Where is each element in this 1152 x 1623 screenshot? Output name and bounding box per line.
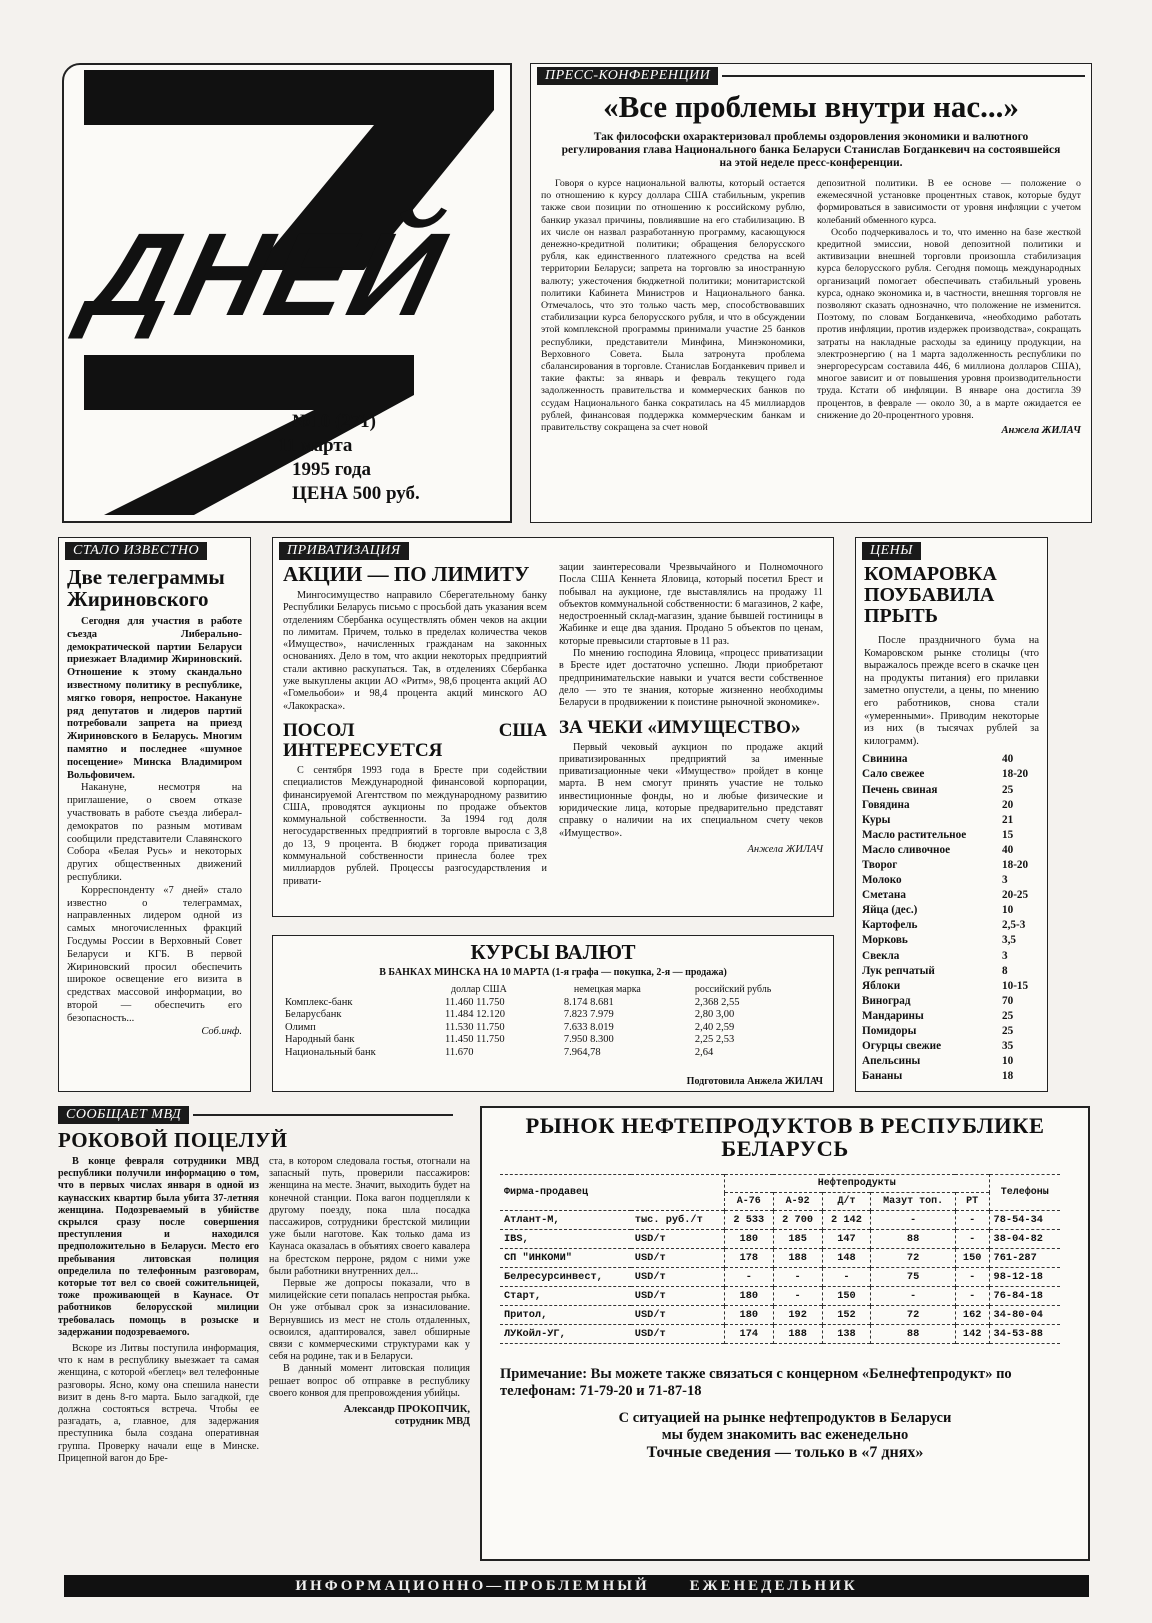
price-item-value: 3 [1002, 949, 1008, 962]
price-item-value: 10 [1002, 1055, 1014, 1068]
oil-promo2: мы будем знакомить вас еженедельно [661, 1427, 909, 1443]
oil-cell-phone: 78-54-34 [989, 1211, 1060, 1230]
oil-cell-value: 72 [871, 1249, 955, 1268]
price-item-value: 15 [1002, 828, 1014, 841]
oil-cell-phone: 34-80-04 [989, 1306, 1060, 1325]
oil-cell-value: - [822, 1268, 871, 1287]
priv-h1: АКЦИИ — ПО ЛИМИТУ [283, 562, 530, 586]
priv-t1: Мингосимущество направило Сберегательному банку Республики Беларусь письмо с просьбой дать указания всем отделениям Сбербанка осуществлять обмен чеков на акции по лимитам. Причем, только в пределах количества чеков «Имущество», начисленных гражданам на законных основаниях. Дело в том, что акции некоторых предприятий стали активно раскупаться. Так, в отделениях Сбербанка уже выкуплены акции АО «Ритм», 98,6 процента акций АО «Гомельобои» и 98,4 процента акций минского АО «Лакокраска». [283, 590, 547, 712]
price-item-name: Куры [862, 813, 891, 826]
oil-cell-value: - [871, 1211, 955, 1230]
known-author: Соб.инф. [201, 1025, 242, 1037]
known-headline: Две телеграммы Жириновского [67, 565, 225, 611]
rates-cell-dem: 7.964,78 [563, 1046, 601, 1058]
oil-cell-value: - [955, 1230, 989, 1249]
rates-title: КУРСЫ ВАЛЮТ [470, 940, 636, 964]
oil-cell-value: 162 [955, 1306, 989, 1325]
rates-header-dem: немецкая марка [573, 984, 641, 995]
oil-cell-value: 178 [724, 1249, 773, 1268]
press-headline: «Все проблемы внутри нас...» [603, 89, 1019, 124]
priv-h2: ПОСОЛ США ИНТЕРЕСУЕТСЯ [283, 719, 547, 761]
logo-word: ДНЕЙ [75, 209, 459, 341]
rates-cell-dem: 7.950 8.300 [563, 1034, 614, 1045]
priv-article [272, 537, 834, 917]
price-item-name: Говядина [862, 798, 910, 811]
oil-col-group: Нефтепродукты [724, 1175, 989, 1193]
mvd-p5: В данный момент литовская полиция решает вопрос об отправке в республику своего конвоя для препровождения убийцы. [269, 1363, 470, 1399]
price-item [862, 903, 1041, 918]
press-lead: Так философски охарактеризовал проблемы оздоровления экономики и валютного регулирования глава Национального банка Беларуси Станислав Богданкевич на состоявшейся на этой неделе пресс-конференции. [561, 131, 1061, 169]
price-item [862, 964, 1041, 979]
oil-cell-value: 147 [822, 1230, 871, 1249]
oil-row [500, 1211, 1060, 1230]
press-col2a: депозитной политики. В ее основе — положение о ежемесячной установке процентных ставок, которые будут формироваться в зависимости от уровня инфляции с учетом колебаний обменного курса. [817, 178, 1081, 226]
price-item-value: 20 [1002, 798, 1014, 811]
rates-cell-usd: 11.530 11.750 [445, 1021, 505, 1033]
oil-cell-value: - [955, 1287, 989, 1306]
prices-rubric: ЦЕНЫ [862, 542, 921, 560]
price-item-value: 40 [1002, 753, 1014, 766]
price-item [862, 979, 1041, 994]
priv-t4: По мнению господина Яловица, «процесс приватизации в Бресте идет достаточно успешно. Люди приобретают предпринимательские навыки и учатся вести собственное дело — это те знания, которые жизненно необходимы Беларуси в продвижении к поистине рыночной экономике». [559, 648, 823, 709]
price-item [862, 828, 1041, 843]
oil-title: РЫНОК НЕФТЕПРОДУКТОВ В РЕСПУБЛИКЕ БЕЛАРУСЬ [525, 1113, 1045, 1161]
press-author: Анжела ЖИЛАЧ [1001, 425, 1081, 437]
rates-table [283, 984, 823, 1059]
oil-cell-unit: USD/т [634, 1328, 666, 1340]
price-item [862, 1009, 1041, 1024]
price-item [862, 888, 1041, 903]
oil-col-phone: Телефоны [989, 1175, 1060, 1211]
rates-cell-dem: 7.633 8.019 [563, 1021, 614, 1033]
priv-t5: Первый чековый аукцион по продаже акций приватизированных предприятий за именные приватизационные чеки «Имущество» пройдет в конце марта. В нем смогут принять участие не только инвестиционные фонды, но и любые физические и юридические лица, которые предварительно представят справку о наличии на их специальном счету чеков «Имущество». [559, 741, 823, 839]
press-col2b: Особо подчеркивалось и то, что именно на базе жесткой кредитной эмиссии, новой депозитной политики и активизации внешней торговли произошла стабилизация курса белорусского рубля. Сегодня помощь международных организаций помогает обеспечивать стабильный уровень курса, однако экономика и, в частности, внешняя торговля не позволяют сказать однозначно, что положение не изменится. Поэтому, по словам Богданкевича, «необходимо работать против инфляции, против издержек производства», сокращать затраты на накладные расходы за единицу продукции, на электроэнергию ( на 1 марта задолженность республики по энергоресурсам составила 446, 6 миллиона долларов США), многое зависит и от повышения уровня производительности труда. Кстати об инфляции. В январе она достигла 39 процентов, в феврале — около 30, а в марте ожидается ее снижение до 20-процентного уровня. [817, 226, 1081, 421]
price-item-name: Виноград [862, 994, 911, 1007]
price-item [862, 767, 1041, 782]
issue-price: ЦЕНА 500 руб. [292, 483, 420, 504]
price-item-value: 10-15 [1002, 979, 1029, 992]
price-item [862, 858, 1041, 873]
rates-cell-rub: 2,80 3,00 [694, 1009, 735, 1020]
rates-header-usd: доллар США [451, 984, 507, 995]
oil-cell-phone: 34-53-88 [989, 1325, 1060, 1344]
oil-cell-value: 150 [955, 1249, 989, 1268]
mvd-p4: Первые же допросы показали, что в милицейские сети попалась непростая рыбка. Он уже отбывал срок за изнасилование. Вернувшись из мест не столь отдаленных, освоился, адаптировался, завел обширные связи с коммерческими структурами как у себя на родине, так и в Беларуси. [269, 1278, 470, 1363]
oil-row [500, 1325, 1060, 1344]
rates-cell-dem: 7.823 7.979 [563, 1009, 614, 1020]
prices-text: После праздничного бума на Комаровском рынке столицы (что выражалось прежде всего в скачке цен на продукты питания) его прилавки заметно опустели, а цены, по мнению его работников, снова стали «умеренными». Приводим некоторые из них (в тысячах рублей за килограмм). [864, 635, 1039, 747]
price-item-name: Огурцы свежие [862, 1040, 942, 1053]
rates-cell-usd: 11.450 11.750 [445, 1034, 505, 1045]
oil-cell-value: - [955, 1211, 989, 1230]
oil-cell-unit: USD/т [634, 1271, 666, 1283]
rates-cell-bank: Комплекс-банк [285, 996, 353, 1008]
rates-row [283, 1047, 823, 1060]
price-item-value: 2,5-3 [1002, 919, 1026, 932]
price-item [862, 949, 1041, 964]
oil-cell-value: - [955, 1268, 989, 1287]
price-item-name: Творог [862, 859, 898, 871]
oil-cell-firm: Атлант-М, [504, 1214, 560, 1226]
known-rubric: СТАЛО ИЗВЕСТНО [65, 542, 207, 560]
oil-promo3: Точные сведения — только в «7 днях» [646, 1444, 924, 1461]
price-item-value: 3 [1002, 874, 1008, 887]
price-item-value: 25 [1002, 1025, 1014, 1038]
price-item [862, 843, 1041, 858]
prices-headline: КОМАРОВКА ПОУБАВИЛА ПРЫТЬ [864, 563, 997, 627]
price-item-name: Масло сливочное [862, 843, 951, 856]
rates-cell-dem: 8.174 8.681 [563, 996, 614, 1008]
oil-cell-firm: IBS, [504, 1233, 529, 1245]
issue-info [278, 410, 420, 506]
mvd-p2: Вскоре из Литвы поступила информация, что к нам в республику выезжает та самая женщина, с которой «беглец» вел телефонные разговоры. Ясно, кому она спешила нанести визит в день 8-го марта. Было загадкой, где должна состояться встреча. Чтобы ее разгадать, а, главное, для задержания преступника была создана оперативная группа. Проверку начали еще в Минске. Прицепной вагон до Бре- [58, 1343, 259, 1464]
oil-subcol: Д/т [822, 1193, 871, 1211]
rates-row [283, 997, 823, 1010]
rates-row [283, 1034, 823, 1047]
rates-cell-rub: 2,25 2,53 [694, 1034, 735, 1045]
rates-cell-usd: 11.460 11.750 [445, 996, 505, 1008]
oil-cell-unit: USD/т [634, 1233, 666, 1245]
oil-cell-value: 2 142 [822, 1211, 871, 1230]
oil-row [500, 1306, 1060, 1325]
rates-cell-bank: Олимп [285, 1021, 316, 1033]
oil-cell-value: 2 700 [773, 1211, 822, 1230]
oil-cell-unit: тыс. руб./т [634, 1214, 703, 1226]
price-item-name: Лук репчатый [862, 964, 935, 977]
price-item-name: Масло растительное [862, 828, 967, 841]
mvd-article [58, 1106, 470, 1561]
oil-cell-unit: USD/т [634, 1252, 666, 1264]
oil-cell-firm: СП "ИНКОМИ" [504, 1252, 572, 1264]
price-item-value: 10 [1002, 904, 1014, 917]
oil-cell-firm: Белресурсинвест, [504, 1271, 603, 1283]
price-item-value: 35 [1002, 1040, 1014, 1053]
rates-cell-usd: 11.670 [445, 1046, 474, 1058]
oil-table [500, 1174, 1060, 1344]
known-lead: Сегодня для участия в работе съезда Либерально-демократической партии Беларуси приезжает Владимир Жириновский. Отношение к этому скандально известному политику в республике, мягко говоря, непростое. Накануне ряд депутатов и лидеров партий потребовали запрета на приезд Жириновского в Беларусь. Многим памятно и последнее «шумное посещение» Минска Владимиром Вольфовичем. [67, 616, 242, 781]
mvd-headline: РОКОВОЙ ПОЦЕЛУЙ [58, 1128, 288, 1152]
press-rubric: ПРЕСС-КОНФЕРЕНЦИИ [537, 67, 718, 85]
oil-cell-value: - [871, 1287, 955, 1306]
price-item [862, 994, 1041, 1009]
price-item-name: Печень свиная [862, 783, 938, 796]
oil-box [480, 1106, 1090, 1561]
oil-subcol: А-92 [773, 1193, 822, 1211]
price-item-name: Свинина [862, 753, 908, 766]
rates-cell-rub: 2,64 [694, 1046, 714, 1058]
oil-promo1: С ситуацией на рынке нефтепродуктов в Беларуси [618, 1410, 952, 1426]
price-item [862, 1039, 1041, 1054]
oil-subcol: РТ [955, 1193, 989, 1211]
rates-row [283, 1009, 823, 1022]
oil-cell-firm: Притол, [504, 1309, 548, 1321]
rates-box [272, 935, 834, 1092]
price-item-value: 40 [1002, 843, 1014, 856]
price-item-value: 8 [1002, 964, 1008, 977]
oil-cell-value: 152 [822, 1306, 871, 1325]
rates-author: Подготовила Анжела ЖИЛАЧ [686, 1076, 823, 1087]
price-item-name: Молоко [862, 874, 902, 887]
issue-number: №10 (271) [292, 411, 376, 432]
oil-cell-phone: 98-12-18 [989, 1268, 1060, 1287]
price-item-value: 21 [1002, 813, 1014, 826]
priv-t3: зации заинтересовали Чрезвычайного и Полномочного Посла США Кеннета Яловица, который посетил Брест и побывал на аукционе, где выставлялись на продажу 11 объектов коммунальной собственности: 6 магазинов, 2 кафе, недостроенный склад-магазин, здание бывшей гостиницы в Жабинке и еще два здания. Продано 5 объектов по ценам, которые превысили стартовые в 11 раз. [559, 562, 823, 647]
rates-subtitle: В БАНКАХ МИНСКА НА 10 МАРТА (1-я графа — покупка, 2-я — продажа) [379, 967, 727, 978]
issue-year: 1995 года [292, 459, 371, 480]
footer-bar [64, 1575, 1089, 1597]
oil-cell-phone: 761-287 [989, 1249, 1060, 1268]
oil-row [500, 1249, 1060, 1268]
price-item [862, 1024, 1041, 1039]
oil-cell-unit: USD/т [634, 1309, 666, 1321]
price-item [862, 1054, 1041, 1069]
rates-row [283, 1022, 823, 1035]
oil-cell-value: 150 [822, 1287, 871, 1306]
price-item-name: Сало свежее [862, 768, 925, 781]
price-item-name: Морковь [862, 934, 908, 947]
price-item-value: 3,5 [1002, 934, 1016, 947]
price-item-value: 70 [1002, 994, 1014, 1007]
price-item-value: 18 [1002, 1070, 1014, 1083]
mvd-lead: В конце февраля сотрудники МВД республики получили информацию о том, что в первых числах января в одной из каунасских квартир была убита 37-летняя женщина. Подозреваемый в убийстве скрылся сразу после совершения преступления и находился предположительно в Беларуси. Место его пребывания литовская полиция определила по телефонным разговорам, которые тот вел со своей сожительницей, тоже проживающей в Каунасе. От работников белорусской милиции требовалась помощь в розыске и задержании подозреваемого. [58, 1156, 259, 1338]
press-col1: Говоря о курсе национальной валюты, который остается по отношению к курсу доллара США стабильным, укрепив также свои позиции по отношению к российскому рублю, банкир указал причины, повлиявшие на его стабилизацию. В их числе он назвал разработанную программу, касающуюся денежно-кредитной политики; обращения белорусского рубля, как единственного платежного средства на всей территории Беларуси; запрета на торговлю за иностранную валюту; ужесточения бюджетной политики; монитаристской политики Кабинета Министров и Национального банка. Отмечалось, что это только часть мер, способствовавших стабилизации курса белорусского рубля, и что в обсуждении этой комплексной программы принимали участие 25 банков республики, представители Минфина, Минэкономики, Верховного Совета. Была затронута проблема сбалансирования в торговле. Станислав Богданкевич привел и такие факты: за январь и февраль текущего года задолженность правительства и коммерческих банков по ссудам Национального банка сократилась на 45 миллиардов рублей, финансовая поддержка коммерческим банкам и правительству сокращена за счет новой [541, 178, 805, 434]
price-item-value: 25 [1002, 783, 1014, 796]
rates-cell-rub: 2,368 2,55 [694, 996, 740, 1008]
known-p3: Корреспонденту «7 дней» стало известно о телеграммах, направленных лидером одной из самых многочисленных фракций Госдумы России в Верховный Совет Беларуси и КГБ. В первой Жириновский просил обеспечить широкое освещение его визита в средствах массовой информации, во второй — обеспечить его безопасность... [67, 884, 242, 1024]
oil-cell-value: 185 [773, 1230, 822, 1249]
oil-cell-value: 2 533 [724, 1211, 773, 1230]
oil-cell-value: - [773, 1268, 822, 1287]
price-item-name: Мандарины [862, 1009, 924, 1022]
known-article [58, 537, 251, 1092]
oil-row [500, 1287, 1060, 1306]
priv-rubric: ПРИВАТИЗАЦИЯ [279, 542, 409, 560]
price-item-name: Свекла [862, 949, 900, 962]
oil-cell-value: 188 [773, 1325, 822, 1344]
oil-cell-value: 75 [871, 1268, 955, 1287]
rates-header-rub: российский рубль [694, 984, 772, 995]
footer-right: ЕЖЕНЕДЕЛЬНИК [689, 1577, 858, 1594]
price-item-name: Помидоры [862, 1025, 917, 1038]
press-article [530, 63, 1092, 523]
prices-article [855, 537, 1048, 1092]
oil-cell-value: 72 [871, 1306, 955, 1325]
oil-cell-value: 180 [724, 1306, 773, 1325]
priv-h3: ЗА ЧЕКИ «ИМУЩЕСТВО» [559, 716, 801, 738]
price-item-value: 25 [1002, 1009, 1014, 1022]
oil-subcol: Мазут топ. [871, 1193, 955, 1211]
rates-cell-bank: Национальный банк [285, 1046, 376, 1058]
oil-cell-firm: Старт, [504, 1290, 542, 1302]
footer-left: ИНФОРМАЦИОННО—ПРОБЛЕМНЫЙ [295, 1577, 650, 1594]
oil-cell-value: 174 [724, 1325, 773, 1344]
price-item-name: Яйца (дес.) [862, 904, 918, 917]
mvd-p3: ста, в котором следовала гостья, отогнали на запасный путь, проверили пассажиров: женщина на месте. Значит, выходить будет на конечной станции. Пока вагон подцепляли к другому поезду, пока шла посадка пассажиров, сотрудники брестской милиции уже были наготове. Как только дама из Каунаса оказалась в объятиях своего кавалера на брестском перроне, рядом с ними уже были работники внутренних дел... [269, 1156, 470, 1277]
oil-row [500, 1230, 1060, 1249]
known-p2: Накануне, несмотря на приглашение, о своем отказе участвовать в работе съезда либерал-демократов по разным мотивам сообщили представители Славянского Собора «Белая Русь» и некоторых других общественных движений республики. [67, 782, 242, 883]
price-item [862, 813, 1041, 828]
issue-day: 11 марта [278, 435, 353, 456]
price-item-name: Сметана [862, 889, 906, 902]
oil-row [500, 1268, 1060, 1287]
oil-cell-value: 148 [822, 1249, 871, 1268]
price-item-value: 18-20 [1002, 859, 1029, 871]
rates-cell-bank: Народный банк [285, 1034, 355, 1045]
oil-cell-value: - [773, 1287, 822, 1306]
oil-cell-value: 88 [871, 1325, 955, 1344]
price-item-name: Яблоки [862, 979, 901, 992]
oil-note: Примечание: Вы можете также связаться с концерном «Белнефтепродукт» по телефонам: 71-79-20 и 71-87-18 [500, 1366, 1012, 1399]
price-item-name: Бананы [862, 1070, 903, 1083]
oil-cell-value: 192 [773, 1306, 822, 1325]
price-item-value: 20-25 [1002, 889, 1029, 902]
oil-cell-phone: 38-04-82 [989, 1230, 1060, 1249]
oil-col-firm: Фирма-продавец [504, 1187, 589, 1198]
oil-cell-firm: ЛУКойл-УГ, [504, 1328, 566, 1340]
price-item [862, 933, 1041, 948]
rates-cell-bank: Беларусбанк [285, 1009, 342, 1020]
mvd-author2: сотрудник МВД [394, 1416, 470, 1428]
price-item [862, 918, 1041, 933]
rates-cell-usd: 11.484 12.120 [445, 1009, 505, 1020]
masthead-logo [62, 63, 512, 523]
oil-subcol: А-76 [724, 1193, 773, 1211]
oil-cell-value: 180 [724, 1230, 773, 1249]
mvd-author1: Александр ПРОКОПЧИК, [343, 1404, 470, 1416]
priv-t2: С сентября 1993 года в Бресте при содействии специалистов Международной финансовой корпорации, финансируемой Агентством по международному развитию США, проводятся аукционы по продаже объектов коммунальной собственности. За 1994 год доля негосударственных предприятий в торговле выросла с 3,8 до 13, 9 процента. В бюджет города приватизация коммунальной собственности принесла более трех миллиардов рублей. Процессы разгосударствления и привати- [283, 764, 547, 887]
oil-cell-value: 180 [724, 1287, 773, 1306]
price-item-value: 18-20 [1002, 768, 1029, 781]
oil-cell-value: - [724, 1268, 773, 1287]
price-item [862, 783, 1041, 798]
oil-cell-value: 142 [955, 1325, 989, 1344]
price-item [862, 1069, 1041, 1084]
oil-cell-value: 138 [822, 1325, 871, 1344]
oil-cell-unit: USD/т [634, 1290, 666, 1302]
price-item [862, 873, 1041, 888]
oil-cell-value: 88 [871, 1230, 955, 1249]
price-item [862, 798, 1041, 813]
prices-list [862, 752, 1041, 1084]
price-item-name: Апельсины [862, 1055, 921, 1068]
oil-cell-value: 188 [773, 1249, 822, 1268]
oil-cell-phone: 76-84-18 [989, 1287, 1060, 1306]
price-item [862, 752, 1041, 767]
price-item-name: Картофель [862, 919, 918, 932]
rates-cell-rub: 2,40 2,59 [694, 1021, 735, 1033]
priv-author: Анжела ЖИЛАЧ [747, 843, 823, 855]
mvd-rubric: СООБЩАЕТ МВД [58, 1106, 189, 1124]
